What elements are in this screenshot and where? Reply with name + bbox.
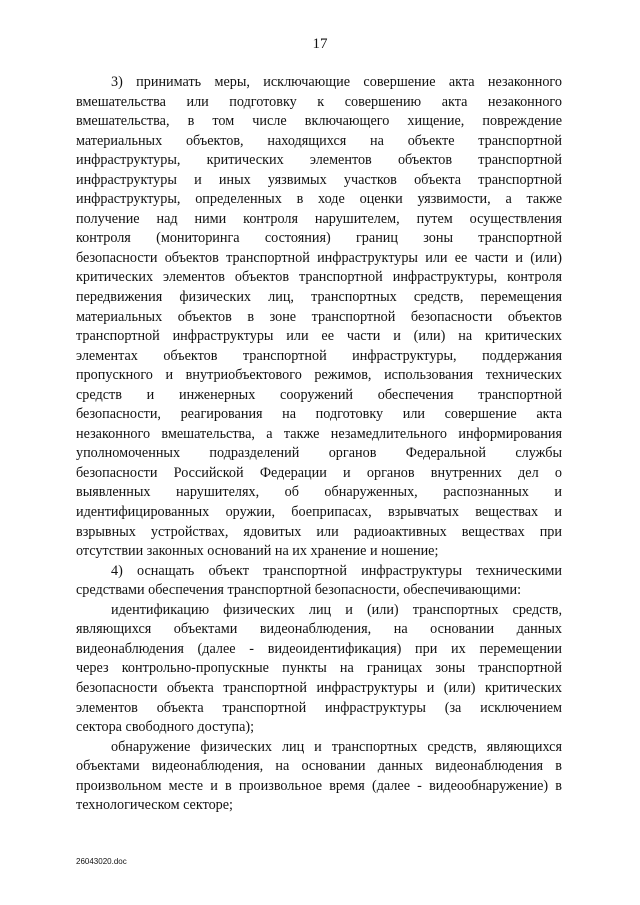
text-line: безопасности объекта транспортной инфраструктуры и (или) критических: [76, 679, 562, 696]
paragraph: [76, 601, 562, 738]
text-line: транспортной инфраструктуры или ее части и (или) на критических: [76, 328, 562, 345]
text-line: средств и инженерных сооружений обеспечения транспортной: [76, 386, 562, 403]
text-line: контроля (мониторинга состояния) границ зоны транспортной: [76, 230, 562, 247]
document-body: [76, 73, 562, 816]
text-line: безопасности, реагирования на подготовку или совершение акта: [76, 406, 562, 423]
paragraph: [76, 562, 562, 601]
text-line: взрывных устройствах, ядовитых или радиоактивных веществах при: [76, 523, 562, 540]
text-line: вмешательства или подготовку к совершению акта незаконного: [76, 93, 562, 110]
text-line: элементов объекта транспортной инфраструктуры (за исключением: [76, 699, 562, 716]
text-line: уполномоченных подразделений органов Федеральной службы: [76, 445, 562, 462]
text-line: идентифицированных оружии, боеприпасах, взрывчатых веществах и: [76, 504, 562, 521]
text-line: произвольном месте и в произвольное время (далее - видеообнаружение) в: [76, 777, 562, 794]
text-line: выявленных нарушителях, об обнаруженных, распознанных и: [76, 484, 562, 501]
text-line: идентификацию физических лиц и (или) транспортных средств,: [111, 601, 562, 618]
text-line: критических элементов объектов транспортной инфраструктуры, контроля: [76, 269, 562, 286]
text-line: безопасности Российской Федерации и органов внутренних дел о: [76, 464, 562, 481]
text-line: являющихся объектами видеонаблюдения, на основании данных: [76, 621, 562, 638]
text-line: получение над ними контроля нарушителем, путем осуществления: [76, 210, 562, 227]
text-line: 4) оснащать объект транспортной инфраструктуры техническими: [111, 562, 562, 579]
file-name-footer: 26043020.doc: [76, 857, 127, 866]
text-line: 3) принимать меры, исключающие совершение акта незаконного: [111, 74, 562, 90]
text-line: отсутствии законных оснований на их хранение и ношение;: [76, 543, 439, 560]
text-line: технологическом секторе;: [76, 797, 234, 814]
text-line: инфраструктуры, определенных в ходе оценки уязвимости, а также: [76, 191, 562, 208]
text-line: передвижения физических лиц, транспортных средств, перемещения: [76, 289, 562, 306]
text-line: безопасности объектов транспортной инфраструктуры или ее части и (или): [76, 249, 562, 266]
text-line: инфраструктуры, критических элементов объектов транспортной: [76, 152, 562, 169]
text-line: незаконного вмешательства, а также незамедлительного информирования: [76, 425, 562, 442]
text-line: материальных объектов, находящихся на объекте транспортной: [76, 132, 562, 149]
text-line: вмешательства, в том числе включающего хищение, повреждение: [76, 113, 562, 130]
text-line: элементах объектов транспортной инфраструктуры, поддержания: [76, 347, 562, 364]
text-line: средствами обеспечения транспортной безопасности, обеспечивающими:: [76, 582, 522, 599]
text-line: инфраструктуры и иных уязвимых участков объекта транспортной: [76, 171, 562, 188]
text-line: видеонаблюдения (далее - видеоидентификация) при их перемещении: [76, 640, 562, 657]
text-line: обнаружение физических лиц и транспортных средств, являющихся: [111, 738, 562, 755]
text-line: материальных объектов в зоне транспортной безопасности объектов: [76, 308, 562, 325]
text-line: пропускного и внутриобъектового режимов, использования технических: [76, 367, 562, 384]
page-number: 17: [312, 36, 328, 52]
text-line: объектами видеонаблюдения, на основании данных видеонаблюдения в: [76, 758, 562, 775]
text-line: сектора свободного доступа);: [76, 719, 255, 736]
text-line: через контрольно-пропускные пункты на границах зоны транспортной: [76, 660, 562, 677]
paragraph: [76, 73, 562, 562]
paragraph: [76, 738, 562, 816]
